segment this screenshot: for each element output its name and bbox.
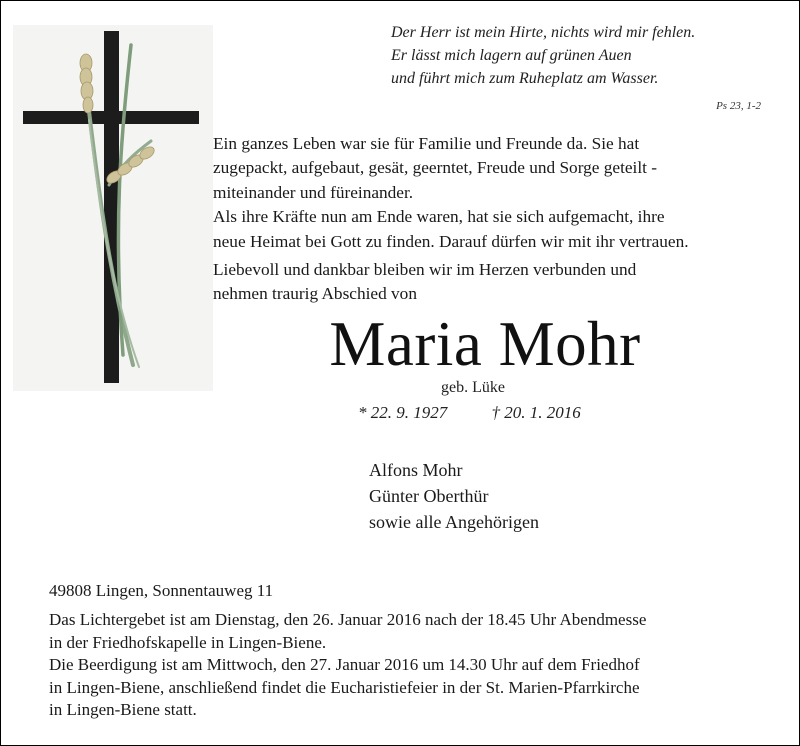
mourner: Alfons Mohr [369,460,463,480]
intro-line: Als ihre Kräfte nun am Ende waren, hat sie sich aufgemacht, ihre [213,207,665,227]
notice-line: Die Beerdigung ist am Mittwoch, den 27. Januar 2016 um 14.30 Uhr auf dem Friedhof [49,655,640,674]
intro-line: nehmen traurig Abschied von [213,284,417,304]
maiden-name: geb. Lüke [441,379,505,396]
deceased-name: Maria Mohr [329,309,641,379]
intro-line: Ein ganzes Leben war sie für Familie und Freunde da. Sie hat [213,134,640,153]
mourner: sowie alle Angehörigen [369,512,539,532]
notice-line: in Lingen-Biene, anschließend findet die Eucharistiefeier in der St. Marien-Pfarrkirche [49,677,640,697]
psalm-reference: Ps 23, 1-2 [716,100,761,112]
intro-line: zugepackt, aufgebaut, gesät, geerntet, Freude und Sorge geteilt - [213,158,658,178]
mourner: Günter Oberthür [369,486,489,506]
psalm-line: Der Herr ist mein Hirte, nichts wird mir fehlen. [391,24,696,41]
family-address: 49808 Lingen, Sonnentauweg 11 [49,581,274,600]
intro-line: miteinander und füreinander. [213,182,414,202]
psalm-line: Er lässt mich lagern auf grünen Auen [391,47,632,64]
psalm-line: und führt mich zum Ruheplatz am Wasser. [391,70,659,87]
life-dates [358,403,581,423]
notice-line: in Lingen-Biene statt. [49,700,197,719]
notice-line: in der Friedhofskapelle in Lingen-Biene. [49,632,327,652]
cross-horizontal-beam [23,111,199,124]
death-date: † 20. 1. 2016 [491,403,581,422]
psalm-quote [391,21,761,90]
birth-date: * 22. 9. 1927 [358,403,448,422]
intro-line: Liebevoll und dankbar bleiben wir im Herzen verbunden und [213,260,637,280]
mourners-list [369,457,539,535]
intro-line: neue Heimat bei Gott zu finden. Darauf dürfen wir mit ihr vertrauen. [213,231,689,251]
intro-text [213,132,773,307]
service-notice [49,609,789,722]
notice-line: Das Lichtergebet ist am Dienstag, den 26. Januar 2016 nach der 18.45 Uhr Abendmesse [49,610,647,629]
